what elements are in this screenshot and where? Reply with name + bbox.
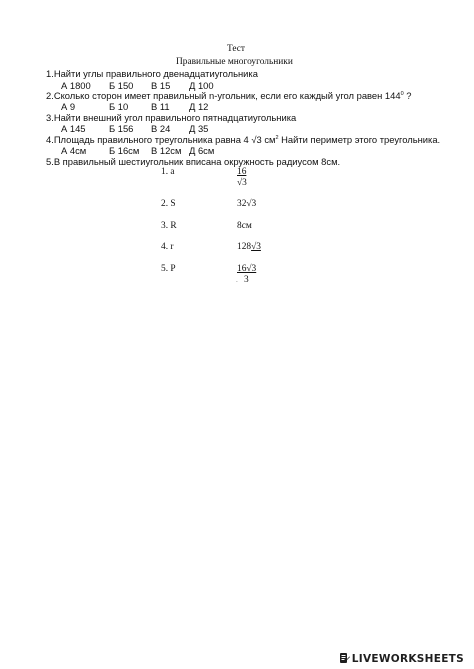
- question-4-tail: Найти периметр этого треугольника.: [278, 134, 441, 145]
- match-right-5-denominator[interactable]: 3: [244, 275, 249, 285]
- question-2-text: [46, 91, 411, 100]
- question-4-text: [46, 135, 440, 144]
- question-3-option-a[interactable]: А 145: [61, 123, 86, 134]
- match-right-5-numerator[interactable]: 16√3: [237, 264, 257, 274]
- question-2-option-a[interactable]: А 9: [61, 101, 76, 112]
- match-left-1[interactable]: 1. a: [161, 167, 175, 177]
- question-1-option-d[interactable]: Д 100: [189, 80, 214, 91]
- match-left-2[interactable]: 2. S: [161, 199, 176, 209]
- question-4-option-a[interactable]: А 4см: [61, 145, 87, 156]
- match-right-4-root: √3: [251, 242, 261, 252]
- question-4-option-b[interactable]: Б 16см: [109, 145, 140, 156]
- match-right-3[interactable]: 8см: [237, 221, 252, 231]
- question-1-option-b[interactable]: Б 150: [109, 80, 134, 91]
- question-4-option-c[interactable]: В 12см: [151, 145, 182, 156]
- question-3-option-b[interactable]: Б 156: [109, 123, 134, 134]
- match-right-1-numerator[interactable]: 16: [237, 167, 247, 177]
- liveworksheets-footer: [340, 652, 464, 665]
- page-subtitle: Правильные многоугольники: [176, 57, 293, 67]
- question-3-text: 3.Найти внешний угол правильного пятнадцатиугольника: [46, 112, 297, 123]
- match-right-1-denominator[interactable]: √3: [237, 178, 247, 188]
- match-left-4[interactable]: 4. r: [161, 242, 174, 252]
- match-right-4-number: 128: [237, 242, 252, 252]
- question-1-text: 1.Найти углы правильного двенадцатиугольника: [46, 68, 258, 79]
- question-3-option-c[interactable]: В 24: [151, 123, 171, 134]
- question-1-option-c[interactable]: В 15: [151, 80, 171, 91]
- match-right-2[interactable]: 32√3: [237, 199, 257, 209]
- liveworksheets-brand-text: LIVEWORKSHEETS: [351, 652, 464, 665]
- question-4-option-d[interactable]: Д 6см: [189, 145, 215, 156]
- question-1-option-a[interactable]: А 1800: [61, 80, 91, 91]
- match-left-5[interactable]: 5. P: [161, 264, 176, 274]
- question-4-unit-sup: 2: [275, 134, 279, 141]
- match-left-3[interactable]: 3. R: [161, 221, 177, 231]
- liveworksheets-logo-icon: [340, 653, 350, 664]
- question-2-tail: ?: [403, 90, 412, 101]
- question-3-option-d[interactable]: Д 35: [189, 123, 209, 134]
- question-5-text: 5.В правильный шестиугольник вписана окружность радиусом 8см.: [46, 156, 341, 167]
- question-2-main: 2.Сколько сторон имеет правильный n-угольник, если его каждый угол равен 144: [46, 90, 401, 101]
- page-title: Тест: [227, 44, 246, 54]
- match-right-5-mark: -: [236, 280, 238, 285]
- question-4-main: 4.Площадь правильного треугольника равна 4 √3 см: [46, 134, 276, 145]
- match-right-4[interactable]: [237, 243, 261, 252]
- question-2-degree-sup: 0: [400, 90, 404, 97]
- question-2-option-d[interactable]: Д 12: [189, 101, 209, 112]
- question-2-option-c[interactable]: В 11: [151, 101, 170, 112]
- question-2-option-b[interactable]: Б 10: [109, 101, 129, 112]
